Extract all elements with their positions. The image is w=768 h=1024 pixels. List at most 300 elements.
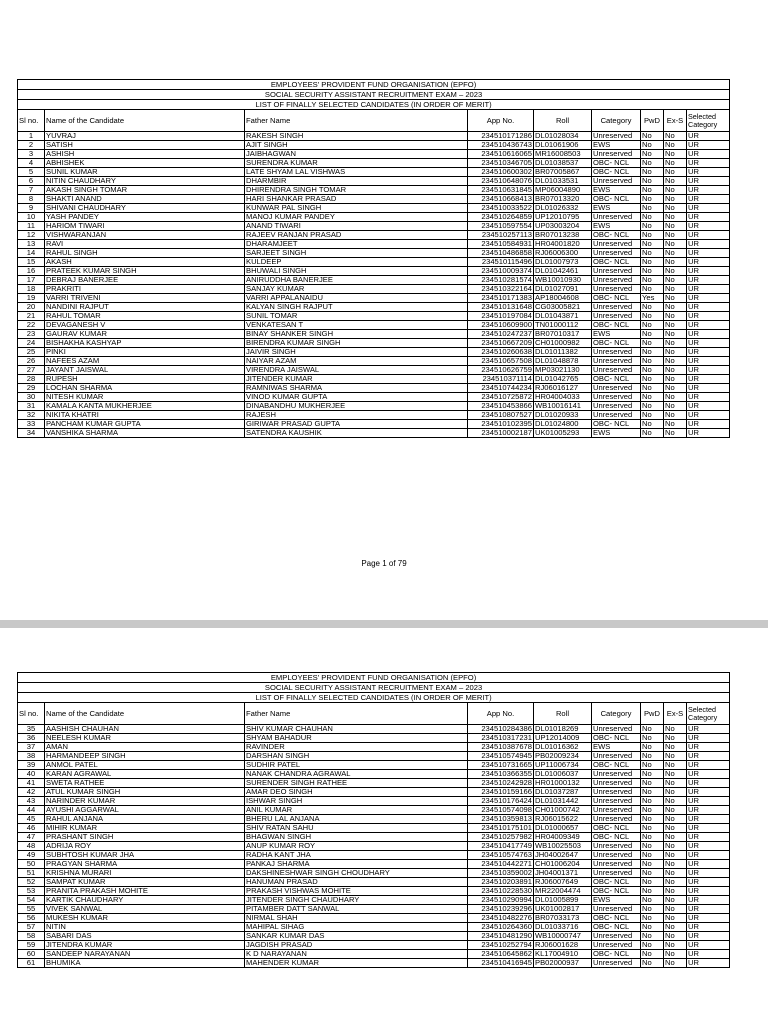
table-row bbox=[18, 132, 730, 141]
cell-app-no: 234510359002 bbox=[468, 869, 534, 878]
cell-selected-category: UR bbox=[687, 896, 730, 905]
cell-sl-no: 33 bbox=[18, 420, 45, 429]
cell-ex-s: No bbox=[664, 357, 687, 366]
cell-app-no: 234510731665 bbox=[468, 761, 534, 770]
cell-pwd: No bbox=[641, 366, 664, 375]
cell-app-no: 234510242928 bbox=[468, 779, 534, 788]
cell-roll: HR01000132 bbox=[534, 779, 592, 788]
cell-sl-no: 12 bbox=[18, 231, 45, 240]
table-row bbox=[18, 914, 730, 923]
cell-father-name: PANKAJ SHARMA bbox=[245, 860, 468, 869]
cell-ex-s: No bbox=[664, 959, 687, 968]
cell-selected-category: UR bbox=[687, 770, 730, 779]
cell-roll: UP11006734 bbox=[534, 761, 592, 770]
cell-selected-category: UR bbox=[687, 384, 730, 393]
cell-sl-no: 31 bbox=[18, 402, 45, 411]
cell-ex-s: No bbox=[664, 222, 687, 231]
cell-pwd: No bbox=[641, 725, 664, 734]
cell-sl-no: 59 bbox=[18, 941, 45, 950]
cell-selected-category: UR bbox=[687, 402, 730, 411]
table-row bbox=[18, 294, 730, 303]
cell-father-name: ISHWAR SINGH bbox=[245, 797, 468, 806]
cell-category: OBC- NCL bbox=[592, 321, 641, 330]
cell-candidate-name: RAVI bbox=[45, 240, 245, 249]
cell-ex-s: No bbox=[664, 815, 687, 824]
cell-pwd: No bbox=[641, 249, 664, 258]
cell-ex-s: No bbox=[664, 779, 687, 788]
cell-sl-no: 32 bbox=[18, 411, 45, 420]
cell-candidate-name: NEELESH KUMAR bbox=[45, 734, 245, 743]
rows-page-1 bbox=[18, 132, 730, 438]
cell-pwd: No bbox=[641, 923, 664, 932]
cell-roll: HR04004033 bbox=[534, 393, 592, 402]
cell-sl-no: 11 bbox=[18, 222, 45, 231]
cell-pwd: No bbox=[641, 222, 664, 231]
cell-app-no: 234510176424 bbox=[468, 797, 534, 806]
cell-father-name: RAVINDER bbox=[245, 743, 468, 752]
cell-category: Unreserved bbox=[592, 357, 641, 366]
cell-ex-s: No bbox=[664, 402, 687, 411]
cell-pwd: No bbox=[641, 195, 664, 204]
cell-roll: BR07010317 bbox=[534, 330, 592, 339]
cell-selected-category: UR bbox=[687, 905, 730, 914]
cell-pwd: No bbox=[641, 339, 664, 348]
cell-roll: RJ06006300 bbox=[534, 249, 592, 258]
cell-app-no: 234510228530 bbox=[468, 887, 534, 896]
cell-pwd: No bbox=[641, 204, 664, 213]
cell-app-no: 234510807527 bbox=[468, 411, 534, 420]
cell-app-no: 234510668413 bbox=[468, 195, 534, 204]
cell-app-no: 234510481290 bbox=[468, 932, 534, 941]
cell-category: OBC- NCL bbox=[592, 923, 641, 932]
cell-sl-no: 36 bbox=[18, 734, 45, 743]
cell-candidate-name: HARMANDEEP SINGH bbox=[45, 752, 245, 761]
table-row bbox=[18, 878, 730, 887]
cell-father-name: VARRI APPALANAIDU bbox=[245, 294, 468, 303]
cell-pwd: No bbox=[641, 348, 664, 357]
table-row bbox=[18, 303, 730, 312]
cell-sl-no: 26 bbox=[18, 357, 45, 366]
cell-category: EWS bbox=[592, 743, 641, 752]
cell-ex-s: No bbox=[664, 321, 687, 330]
table-row bbox=[18, 141, 730, 150]
cell-selected-category: UR bbox=[687, 887, 730, 896]
cell-ex-s: No bbox=[664, 150, 687, 159]
cell-category: Unreserved bbox=[592, 788, 641, 797]
cell-ex-s: No bbox=[664, 941, 687, 950]
cell-father-name: ANUP KUMAR ROY bbox=[245, 842, 468, 851]
column-header-row bbox=[18, 703, 730, 725]
list-title: LIST OF FINALLY SELECTED CANDIDATES (IN ORDER OF MERIT) bbox=[18, 100, 730, 110]
cell-roll: UK01005293 bbox=[534, 429, 592, 438]
cell-selected-category: UR bbox=[687, 761, 730, 770]
cell-pwd: No bbox=[641, 950, 664, 959]
table-row bbox=[18, 725, 730, 734]
cell-ex-s: No bbox=[664, 204, 687, 213]
cell-ex-s: No bbox=[664, 725, 687, 734]
cell-selected-category: UR bbox=[687, 159, 730, 168]
cell-candidate-name: VIVEK SANWAL bbox=[45, 905, 245, 914]
cell-sl-no: 58 bbox=[18, 932, 45, 941]
cell-candidate-name: SANDEEP NARAYANAN bbox=[45, 950, 245, 959]
cell-sl-no: 37 bbox=[18, 743, 45, 752]
cell-app-no: 234510264859 bbox=[468, 213, 534, 222]
cell-sl-no: 61 bbox=[18, 959, 45, 968]
cell-sl-no: 3 bbox=[18, 150, 45, 159]
cell-father-name: SURENDRA KUMAR bbox=[245, 159, 468, 168]
cell-app-no: 234510102395 bbox=[468, 420, 534, 429]
cell-pwd: No bbox=[641, 842, 664, 851]
cell-father-name: VIRENDRA JAISWAL bbox=[245, 366, 468, 375]
cell-candidate-name: PRAGYAN SHARMA bbox=[45, 860, 245, 869]
cell-app-no: 234510417749 bbox=[468, 842, 534, 851]
table-row bbox=[18, 249, 730, 258]
cell-category: Unreserved bbox=[592, 366, 641, 375]
cell-father-name: GIRIWAR PRASAD GUPTA bbox=[245, 420, 468, 429]
table-row bbox=[18, 887, 730, 896]
table-row bbox=[18, 797, 730, 806]
cell-candidate-name: VARRI TRIVENI bbox=[45, 294, 245, 303]
cell-pwd: No bbox=[641, 141, 664, 150]
cell-candidate-name: SHIVANI CHAUDHARY bbox=[45, 204, 245, 213]
cell-category: EWS bbox=[592, 141, 641, 150]
cell-pwd: Yes bbox=[641, 294, 664, 303]
cell-candidate-name: AKASH bbox=[45, 258, 245, 267]
cell-father-name: RAKESH SINGH bbox=[245, 132, 468, 141]
cell-father-name: SARJEET SINGH bbox=[245, 249, 468, 258]
cell-selected-category: UR bbox=[687, 797, 730, 806]
cell-app-no: 234510171383 bbox=[468, 294, 534, 303]
cell-roll: WB10000747 bbox=[534, 932, 592, 941]
cell-pwd: No bbox=[641, 393, 664, 402]
cell-sl-no: 47 bbox=[18, 833, 45, 842]
col-app-no: App No. bbox=[468, 703, 534, 725]
cell-sl-no: 16 bbox=[18, 267, 45, 276]
cell-category: EWS bbox=[592, 222, 641, 231]
cell-ex-s: No bbox=[664, 734, 687, 743]
cell-category: Unreserved bbox=[592, 752, 641, 761]
cell-roll: AP18004608 bbox=[534, 294, 592, 303]
cell-category: EWS bbox=[592, 429, 641, 438]
cell-ex-s: No bbox=[664, 824, 687, 833]
cell-app-no: 234510281574 bbox=[468, 276, 534, 285]
cell-father-name: SHIV KUMAR CHAUHAN bbox=[245, 725, 468, 734]
table-row bbox=[18, 393, 730, 402]
cell-father-name: DARSHAN SINGH bbox=[245, 752, 468, 761]
table-row bbox=[18, 743, 730, 752]
cell-ex-s: No bbox=[664, 276, 687, 285]
table-row bbox=[18, 941, 730, 950]
table-row bbox=[18, 357, 730, 366]
cell-pwd: No bbox=[641, 860, 664, 869]
cell-candidate-name: ATUL KUMAR SINGH bbox=[45, 788, 245, 797]
table-row bbox=[18, 734, 730, 743]
cell-roll: RJ06016127 bbox=[534, 384, 592, 393]
cell-app-no: 234510346705 bbox=[468, 159, 534, 168]
cell-roll: HR04001820 bbox=[534, 240, 592, 249]
cell-candidate-name: GAURAV KUMAR bbox=[45, 330, 245, 339]
cell-candidate-name: ABHISHEK bbox=[45, 159, 245, 168]
cell-category: OBC- NCL bbox=[592, 914, 641, 923]
cell-category: Unreserved bbox=[592, 267, 641, 276]
cell-app-no: 234510290994 bbox=[468, 896, 534, 905]
cell-app-no: 234510436743 bbox=[468, 141, 534, 150]
table-row bbox=[18, 779, 730, 788]
cell-selected-category: UR bbox=[687, 411, 730, 420]
exam-title: SOCIAL SECURITY ASSISTANT RECRUITMENT EXAM – 2023 bbox=[18, 683, 730, 693]
cell-ex-s: No bbox=[664, 249, 687, 258]
cell-pwd: No bbox=[641, 815, 664, 824]
cell-roll: BR07033173 bbox=[534, 914, 592, 923]
cell-roll: WB10016141 bbox=[534, 402, 592, 411]
cell-father-name: SUDHIR PATEL bbox=[245, 761, 468, 770]
cell-category: Unreserved bbox=[592, 725, 641, 734]
cell-ex-s: No bbox=[664, 285, 687, 294]
cell-category: Unreserved bbox=[592, 303, 641, 312]
cell-category: EWS bbox=[592, 896, 641, 905]
col-selected-category: Selected Category bbox=[687, 110, 730, 132]
cell-roll: PB02000937 bbox=[534, 959, 592, 968]
cell-pwd: No bbox=[641, 788, 664, 797]
cell-father-name: BHAGWAN SINGH bbox=[245, 833, 468, 842]
cell-ex-s: No bbox=[664, 195, 687, 204]
table-row bbox=[18, 258, 730, 267]
table-row bbox=[18, 788, 730, 797]
cell-category: EWS bbox=[592, 330, 641, 339]
cell-sl-no: 22 bbox=[18, 321, 45, 330]
cell-father-name: ANAND TIWARI bbox=[245, 222, 468, 231]
col-category: Category bbox=[592, 110, 641, 132]
cell-app-no: 234510631845 bbox=[468, 186, 534, 195]
cell-app-no: 234510371114 bbox=[468, 375, 534, 384]
cell-candidate-name: DEVAGANESH V bbox=[45, 321, 245, 330]
cell-category: Unreserved bbox=[592, 806, 641, 815]
cell-candidate-name: NITIN bbox=[45, 923, 245, 932]
cell-app-no: 234510574945 bbox=[468, 752, 534, 761]
cell-roll: TN01000112 bbox=[534, 321, 592, 330]
table-row bbox=[18, 411, 730, 420]
col-app-no: App No. bbox=[468, 110, 534, 132]
cell-category: OBC- NCL bbox=[592, 734, 641, 743]
cell-pwd: No bbox=[641, 743, 664, 752]
cell-father-name: AJIT SINGH bbox=[245, 141, 468, 150]
cell-ex-s: No bbox=[664, 752, 687, 761]
cell-sl-no: 43 bbox=[18, 797, 45, 806]
table-row bbox=[18, 402, 730, 411]
cell-selected-category: UR bbox=[687, 339, 730, 348]
cell-ex-s: No bbox=[664, 411, 687, 420]
cell-father-name: KULDEEP bbox=[245, 258, 468, 267]
cell-pwd: No bbox=[641, 734, 664, 743]
cell-sl-no: 54 bbox=[18, 896, 45, 905]
cell-selected-category: UR bbox=[687, 276, 730, 285]
cell-app-no: 234510284386 bbox=[468, 725, 534, 734]
cell-pwd: No bbox=[641, 770, 664, 779]
cell-ex-s: No bbox=[664, 878, 687, 887]
cell-sl-no: 15 bbox=[18, 258, 45, 267]
cell-roll: JH04001371 bbox=[534, 869, 592, 878]
cell-roll: DL01027091 bbox=[534, 285, 592, 294]
cell-app-no: 234510648076 bbox=[468, 177, 534, 186]
cell-app-no: 234510115496 bbox=[468, 258, 534, 267]
cell-category: Unreserved bbox=[592, 779, 641, 788]
cell-candidate-name: BISHAKHA KASHYAP bbox=[45, 339, 245, 348]
cell-sl-no: 4 bbox=[18, 159, 45, 168]
cell-roll: MR16008503 bbox=[534, 150, 592, 159]
cell-ex-s: No bbox=[664, 177, 687, 186]
cell-sl-no: 52 bbox=[18, 878, 45, 887]
cell-roll: CH01000742 bbox=[534, 806, 592, 815]
table-row bbox=[18, 815, 730, 824]
col-father-name: Father Name bbox=[245, 110, 468, 132]
merit-list-sheet bbox=[17, 79, 729, 438]
cell-father-name: RAJESH bbox=[245, 411, 468, 420]
cell-sl-no: 50 bbox=[18, 860, 45, 869]
cell-candidate-name: YUVRAJ bbox=[45, 132, 245, 141]
cell-candidate-name: LOCHAN SHARMA bbox=[45, 384, 245, 393]
cell-father-name: DINABANDHU MUKHERJEE bbox=[245, 402, 468, 411]
cell-sl-no: 13 bbox=[18, 240, 45, 249]
cell-app-no: 234510257982 bbox=[468, 833, 534, 842]
cell-app-no: 234510387678 bbox=[468, 743, 534, 752]
cell-selected-category: UR bbox=[687, 833, 730, 842]
cell-app-no: 234510416945 bbox=[468, 959, 534, 968]
cell-pwd: No bbox=[641, 779, 664, 788]
cell-pwd: No bbox=[641, 150, 664, 159]
cell-selected-category: UR bbox=[687, 132, 730, 141]
cell-selected-category: UR bbox=[687, 932, 730, 941]
cell-category: OBC- NCL bbox=[592, 168, 641, 177]
table-row bbox=[18, 833, 730, 842]
cell-father-name: SATENDRA KAUSHIK bbox=[245, 429, 468, 438]
col-sl-no: Sl no. bbox=[18, 110, 45, 132]
cell-candidate-name: NANDINI RAJPUT bbox=[45, 303, 245, 312]
cell-app-no: 234510260638 bbox=[468, 348, 534, 357]
cell-app-no: 234510171286 bbox=[468, 132, 534, 141]
table-row bbox=[18, 824, 730, 833]
cell-roll: DL01000657 bbox=[534, 824, 592, 833]
cell-sl-no: 14 bbox=[18, 249, 45, 258]
cell-roll: MR22004474 bbox=[534, 887, 592, 896]
cell-ex-s: No bbox=[664, 842, 687, 851]
cell-ex-s: No bbox=[664, 851, 687, 860]
cell-category: Unreserved bbox=[592, 402, 641, 411]
cell-roll: DL01028034 bbox=[534, 132, 592, 141]
cell-selected-category: UR bbox=[687, 941, 730, 950]
cell-category: OBC- NCL bbox=[592, 159, 641, 168]
rows-page-2 bbox=[18, 725, 730, 968]
cell-candidate-name: ASHISH bbox=[45, 150, 245, 159]
cell-ex-s: No bbox=[664, 213, 687, 222]
cell-selected-category: UR bbox=[687, 914, 730, 923]
cell-selected-category: UR bbox=[687, 420, 730, 429]
cell-selected-category: UR bbox=[687, 213, 730, 222]
cell-selected-category: UR bbox=[687, 851, 730, 860]
cell-app-no: 234510645862 bbox=[468, 950, 534, 959]
table-row bbox=[18, 905, 730, 914]
col-candidate-name: Name of the Candidate bbox=[45, 703, 245, 725]
cell-category: OBC- NCL bbox=[592, 833, 641, 842]
cell-category: Unreserved bbox=[592, 815, 641, 824]
cell-father-name: VINOD KUMAR GUPTA bbox=[245, 393, 468, 402]
cell-category: Unreserved bbox=[592, 860, 641, 869]
table-row bbox=[18, 222, 730, 231]
cell-category: OBC- NCL bbox=[592, 420, 641, 429]
cell-sl-no: 60 bbox=[18, 950, 45, 959]
list-title: LIST OF FINALLY SELECTED CANDIDATES (IN ORDER OF MERIT) bbox=[18, 693, 730, 703]
cell-sl-no: 46 bbox=[18, 824, 45, 833]
cell-selected-category: UR bbox=[687, 959, 730, 968]
cell-roll: DL01016362 bbox=[534, 743, 592, 752]
cell-candidate-name: KRISHNA MURARI bbox=[45, 869, 245, 878]
cell-ex-s: No bbox=[664, 141, 687, 150]
cell-father-name: MAHENDER KUMAR bbox=[245, 959, 468, 968]
cell-ex-s: No bbox=[664, 303, 687, 312]
table-row bbox=[18, 384, 730, 393]
cell-father-name: KUNWAR PAL SINGH bbox=[245, 204, 468, 213]
cell-father-name: NANAK CHANDRA AGRAWAL bbox=[245, 770, 468, 779]
table-row bbox=[18, 195, 730, 204]
cell-pwd: No bbox=[641, 887, 664, 896]
cell-app-no: 234510486858 bbox=[468, 249, 534, 258]
cell-father-name: BHUWALI SINGH bbox=[245, 267, 468, 276]
cell-sl-no: 42 bbox=[18, 788, 45, 797]
cell-father-name: NIRMAL SHAH bbox=[245, 914, 468, 923]
cell-ex-s: No bbox=[664, 186, 687, 195]
cell-father-name: DHARMBIR bbox=[245, 177, 468, 186]
table-row bbox=[18, 267, 730, 276]
cell-roll: DL01042765 bbox=[534, 375, 592, 384]
cell-sl-no: 28 bbox=[18, 375, 45, 384]
cell-candidate-name: PRAKRITI bbox=[45, 285, 245, 294]
cell-sl-no: 30 bbox=[18, 393, 45, 402]
cell-roll: DL01042461 bbox=[534, 267, 592, 276]
cell-category: OBC- NCL bbox=[592, 950, 641, 959]
cell-ex-s: No bbox=[664, 420, 687, 429]
cell-sl-no: 25 bbox=[18, 348, 45, 357]
cell-candidate-name: RAHUL ANJANA bbox=[45, 815, 245, 824]
cell-roll: DL01061906 bbox=[534, 141, 592, 150]
cell-category: Unreserved bbox=[592, 312, 641, 321]
cell-category: Unreserved bbox=[592, 348, 641, 357]
cell-roll: DL01026332 bbox=[534, 204, 592, 213]
cell-father-name: LATE SHYAM LAL VISHWAS bbox=[245, 168, 468, 177]
col-ex-s: Ex-S bbox=[664, 110, 687, 132]
cell-candidate-name: MIHIR KUMAR bbox=[45, 824, 245, 833]
cell-roll: BR07013238 bbox=[534, 231, 592, 240]
cell-ex-s: No bbox=[664, 393, 687, 402]
cell-app-no: 234510725872 bbox=[468, 393, 534, 402]
cell-app-no: 234510574763 bbox=[468, 851, 534, 860]
cell-category: Unreserved bbox=[592, 240, 641, 249]
cell-sl-no: 49 bbox=[18, 851, 45, 860]
cell-selected-category: UR bbox=[687, 258, 730, 267]
cell-pwd: No bbox=[641, 258, 664, 267]
cell-selected-category: UR bbox=[687, 141, 730, 150]
col-selected-category: Selected Category bbox=[687, 703, 730, 725]
table-row bbox=[18, 761, 730, 770]
cell-app-no: 234510657508 bbox=[468, 357, 534, 366]
cell-app-no: 234510667209 bbox=[468, 339, 534, 348]
cell-pwd: No bbox=[641, 420, 664, 429]
cell-candidate-name: RAHUL SINGH bbox=[45, 249, 245, 258]
cell-sl-no: 23 bbox=[18, 330, 45, 339]
cell-sl-no: 5 bbox=[18, 168, 45, 177]
cell-app-no: 234510442271 bbox=[468, 860, 534, 869]
cell-sl-no: 18 bbox=[18, 285, 45, 294]
cell-category: Unreserved bbox=[592, 797, 641, 806]
cell-pwd: No bbox=[641, 375, 664, 384]
